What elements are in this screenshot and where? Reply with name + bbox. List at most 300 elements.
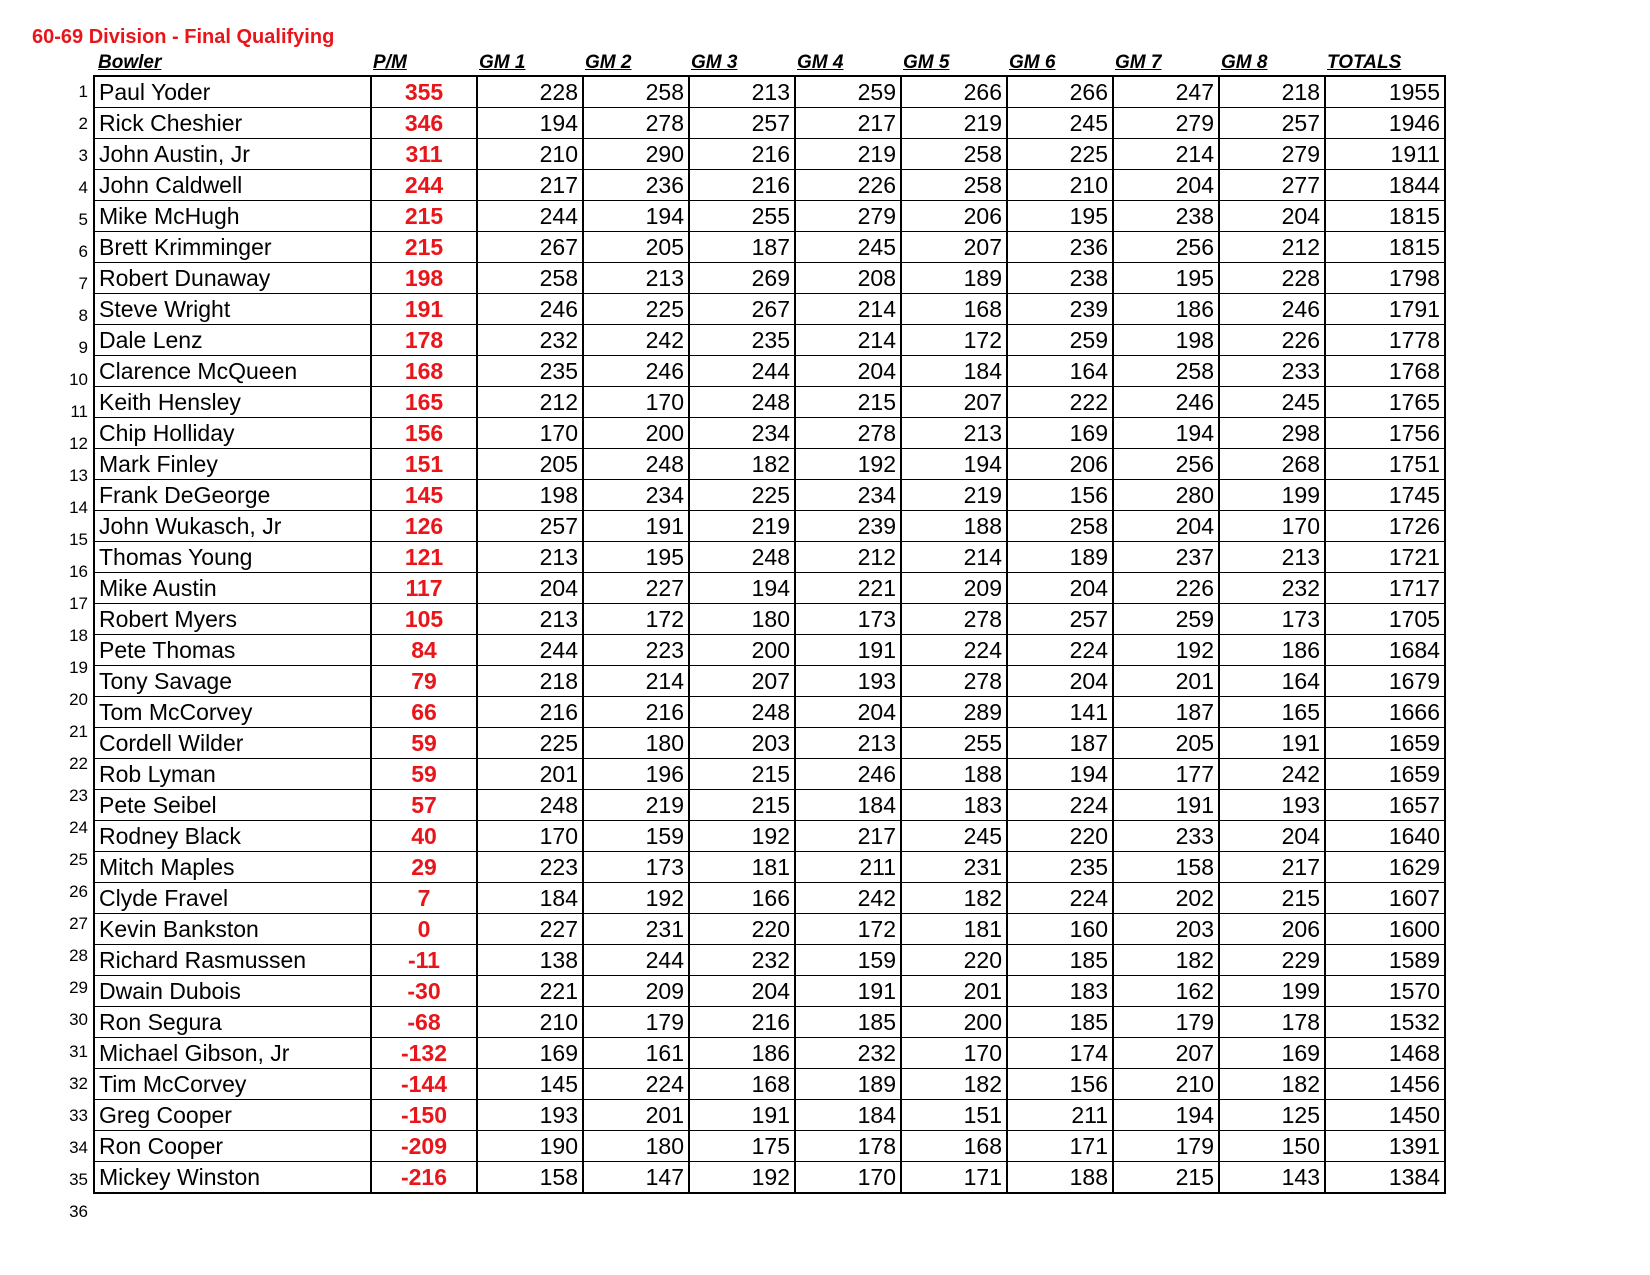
game-1-score: 193 [477,1100,583,1131]
bowler-name: Ron Segura [94,1007,371,1038]
plus-minus: 79 [371,666,477,697]
game-8-score: 213 [1219,542,1325,573]
game-2-score: 231 [583,914,689,945]
game-1-score: 218 [477,666,583,697]
bowler-name: Robert Dunaway [94,263,371,294]
game-3-score: 215 [689,790,795,821]
game-1-score: 194 [477,108,583,139]
game-7-score: 186 [1113,294,1219,325]
row-rank: 14 [69,498,88,517]
game-6-score: 204 [1007,666,1113,697]
game-8-score: 143 [1219,1162,1325,1194]
game-5-score: 213 [901,418,1007,449]
game-1-score: 244 [477,201,583,232]
game-2-score: 214 [583,666,689,697]
total-score: 1721 [1325,542,1445,573]
table-row [94,263,1445,294]
game-8-score: 228 [1219,263,1325,294]
game-1-score: 184 [477,883,583,914]
game-4-score: 172 [795,914,901,945]
game-3-score: 200 [689,635,795,666]
game-5-score: 209 [901,573,1007,604]
game-4-score: 159 [795,945,901,976]
bowler-name: Tim McCorvey [94,1069,371,1100]
game-7-score: 158 [1113,852,1219,883]
row-rank: 18 [69,626,88,645]
game-2-score: 244 [583,945,689,976]
game-7-score: 204 [1113,170,1219,201]
game-1-score: 232 [477,325,583,356]
game-3-score: 248 [689,387,795,418]
game-8-score: 169 [1219,1038,1325,1069]
game-2-score: 258 [583,76,689,108]
game-2-score: 196 [583,759,689,790]
game-8-score: 215 [1219,883,1325,914]
game-1-score: 170 [477,821,583,852]
table-row [94,945,1445,976]
bowler-name: Chip Holliday [94,418,371,449]
game-4-score: 239 [795,511,901,542]
game-3-score: 216 [689,1007,795,1038]
game-6-score: 189 [1007,542,1113,573]
total-score: 1456 [1325,1069,1445,1100]
game-1-score: 225 [477,728,583,759]
total-score: 1791 [1325,294,1445,325]
game-6-score: 222 [1007,387,1113,418]
game-7-score: 195 [1113,263,1219,294]
game-2-score: 205 [583,232,689,263]
plus-minus: 165 [371,387,477,418]
game-1-score: 210 [477,1007,583,1038]
game-4-score: 259 [795,76,901,108]
total-score: 1815 [1325,201,1445,232]
bowler-name: Dwain Dubois [94,976,371,1007]
game-7-score: 201 [1113,666,1219,697]
game-3-score: 180 [689,604,795,635]
game-1-score: 212 [477,387,583,418]
game-2-score: 242 [583,325,689,356]
game-2-score: 179 [583,1007,689,1038]
game-3-score: 194 [689,573,795,604]
game-5-score: 200 [901,1007,1007,1038]
game-1-score: 145 [477,1069,583,1100]
game-4-score: 242 [795,883,901,914]
table-row [94,108,1445,139]
game-7-score: 246 [1113,387,1219,418]
game-2-score: 180 [583,728,689,759]
game-3-score: 244 [689,356,795,387]
total-score: 1768 [1325,356,1445,387]
table-row [94,666,1445,697]
game-5-score: 231 [901,852,1007,883]
game-3-score: 232 [689,945,795,976]
game-7-score: 177 [1113,759,1219,790]
game-6-score: 210 [1007,170,1113,201]
game-2-score: 290 [583,139,689,170]
table-row [94,76,1445,108]
bowler-name: Frank DeGeorge [94,480,371,511]
game-6-score: 258 [1007,511,1113,542]
plus-minus: 168 [371,356,477,387]
table-row [94,480,1445,511]
game-8-score: 226 [1219,325,1325,356]
game-5-score: 207 [901,232,1007,263]
game-1-score: 257 [477,511,583,542]
bowler-name: Rick Cheshier [94,108,371,139]
game-2-score: 191 [583,511,689,542]
game-2-score: 195 [583,542,689,573]
bowler-name: Steve Wright [94,294,371,325]
game-6-score: 187 [1007,728,1113,759]
table-row [94,1162,1445,1194]
total-score: 1600 [1325,914,1445,945]
header-gm6: GM 6 [1009,52,1056,73]
header-bowler: Bowler [98,52,162,73]
game-3-score: 168 [689,1069,795,1100]
game-6-score: 245 [1007,108,1113,139]
plus-minus: 105 [371,604,477,635]
total-score: 1844 [1325,170,1445,201]
game-6-score: 224 [1007,635,1113,666]
game-7-score: 207 [1113,1038,1219,1069]
table-row [94,790,1445,821]
game-5-score: 289 [901,697,1007,728]
game-4-score: 193 [795,666,901,697]
total-score: 1745 [1325,480,1445,511]
game-5-score: 184 [901,356,1007,387]
game-6-score: 188 [1007,1162,1113,1194]
plus-minus: 59 [371,759,477,790]
standings-table [93,75,1446,1194]
game-1-score: 210 [477,139,583,170]
header-gm7: GM 7 [1115,52,1162,73]
game-5-score: 266 [901,76,1007,108]
bowler-name: Clarence McQueen [94,356,371,387]
game-7-score: 215 [1113,1162,1219,1194]
game-5-score: 168 [901,294,1007,325]
game-7-score: 279 [1113,108,1219,139]
plus-minus: -68 [371,1007,477,1038]
game-3-score: 187 [689,232,795,263]
game-6-score: 194 [1007,759,1113,790]
game-6-score: 225 [1007,139,1113,170]
game-8-score: 206 [1219,914,1325,945]
table-row [94,1131,1445,1162]
game-5-score: 183 [901,790,1007,821]
game-8-score: 246 [1219,294,1325,325]
game-4-score: 211 [795,852,901,883]
row-rank: 22 [69,754,88,773]
game-1-score: 228 [477,76,583,108]
game-6-score: 206 [1007,449,1113,480]
game-3-score: 234 [689,418,795,449]
row-rank: 30 [69,1010,88,1029]
game-2-score: 170 [583,387,689,418]
game-6-score: 185 [1007,1007,1113,1038]
game-1-score: 138 [477,945,583,976]
game-3-score: 267 [689,294,795,325]
table-row [94,1007,1445,1038]
total-score: 1468 [1325,1038,1445,1069]
game-8-score: 193 [1219,790,1325,821]
row-rank: 3 [78,146,88,165]
game-4-score: 191 [795,976,901,1007]
game-3-score: 175 [689,1131,795,1162]
bowler-name: Rob Lyman [94,759,371,790]
table-row [94,511,1445,542]
total-score: 1798 [1325,263,1445,294]
row-rank: 26 [69,882,88,901]
game-6-score: 211 [1007,1100,1113,1131]
game-1-score: 205 [477,449,583,480]
game-7-score: 162 [1113,976,1219,1007]
game-5-score: 201 [901,976,1007,1007]
game-5-score: 278 [901,604,1007,635]
table-row [94,883,1445,914]
plus-minus: 0 [371,914,477,945]
table-row [94,604,1445,635]
table-row [94,418,1445,449]
game-7-score: 214 [1113,139,1219,170]
game-1-score: 169 [477,1038,583,1069]
plus-minus: 117 [371,573,477,604]
header-pm: P/M [373,52,407,73]
game-2-score: 200 [583,418,689,449]
game-5-score: 206 [901,201,1007,232]
row-rank: 19 [69,658,88,677]
game-7-score: 194 [1113,418,1219,449]
game-6-score: 174 [1007,1038,1113,1069]
bowler-name: Brett Krimminger [94,232,371,263]
bowler-name: Mike Austin [94,573,371,604]
game-7-score: 194 [1113,1100,1219,1131]
plus-minus: -132 [371,1038,477,1069]
total-score: 1659 [1325,728,1445,759]
game-7-score: 259 [1113,604,1219,635]
game-7-score: 187 [1113,697,1219,728]
game-6-score: 156 [1007,480,1113,511]
bowler-name: Pete Seibel [94,790,371,821]
page-title: 60-69 Division - Final Qualifying [32,26,335,48]
game-2-score: 161 [583,1038,689,1069]
row-rank: 31 [69,1042,88,1061]
game-3-score: 203 [689,728,795,759]
game-2-score: 246 [583,356,689,387]
game-4-score: 185 [795,1007,901,1038]
game-3-score: 181 [689,852,795,883]
bowler-name: Paul Yoder [94,76,371,108]
game-6-score: 266 [1007,76,1113,108]
game-6-score: 204 [1007,573,1113,604]
total-score: 1684 [1325,635,1445,666]
row-rank: 5 [78,210,88,229]
table-row [94,201,1445,232]
game-2-score: 194 [583,201,689,232]
row-rank: 23 [69,786,88,805]
game-2-score: 248 [583,449,689,480]
game-6-score: 220 [1007,821,1113,852]
plus-minus: 346 [371,108,477,139]
bowler-name: Michael Gibson, Jr [94,1038,371,1069]
game-1-score: 221 [477,976,583,1007]
game-3-score: 257 [689,108,795,139]
row-rank: 1 [78,82,88,101]
row-rank: 7 [78,274,88,293]
game-5-score: 255 [901,728,1007,759]
game-4-score: 214 [795,294,901,325]
row-rank: 29 [69,978,88,997]
game-5-score: 151 [901,1100,1007,1131]
game-6-score: 257 [1007,604,1113,635]
game-1-score: 190 [477,1131,583,1162]
game-3-score: 216 [689,139,795,170]
bowler-name: Mickey Winston [94,1162,371,1194]
total-score: 1717 [1325,573,1445,604]
game-8-score: 298 [1219,418,1325,449]
bowler-name: Mike McHugh [94,201,371,232]
game-8-score: 199 [1219,976,1325,1007]
game-4-score: 173 [795,604,901,635]
table-row [94,728,1445,759]
game-6-score: 171 [1007,1131,1113,1162]
total-score: 1726 [1325,511,1445,542]
game-3-score: 235 [689,325,795,356]
row-rank: 28 [69,946,88,965]
game-7-score: 191 [1113,790,1219,821]
row-rank: 8 [78,306,88,325]
game-5-score: 182 [901,883,1007,914]
total-score: 1705 [1325,604,1445,635]
row-rank: 13 [69,466,88,485]
game-1-score: 248 [477,790,583,821]
game-3-score: 191 [689,1100,795,1131]
plus-minus: -216 [371,1162,477,1194]
game-1-score: 217 [477,170,583,201]
row-rank: 11 [70,402,88,421]
game-6-score: 183 [1007,976,1113,1007]
plus-minus: 311 [371,139,477,170]
game-8-score: 204 [1219,201,1325,232]
bowler-name: Cordell Wilder [94,728,371,759]
game-6-score: 160 [1007,914,1113,945]
game-3-score: 204 [689,976,795,1007]
game-6-score: 164 [1007,356,1113,387]
plus-minus: -30 [371,976,477,1007]
table-row [94,387,1445,418]
table-row [94,976,1445,1007]
game-5-score: 188 [901,759,1007,790]
plus-minus: 355 [371,76,477,108]
total-score: 1666 [1325,697,1445,728]
game-5-score: 189 [901,263,1007,294]
game-2-score: 234 [583,480,689,511]
game-7-score: 210 [1113,1069,1219,1100]
game-3-score: 220 [689,914,795,945]
game-4-score: 213 [795,728,901,759]
game-8-score: 279 [1219,139,1325,170]
game-3-score: 215 [689,759,795,790]
game-4-score: 232 [795,1038,901,1069]
game-3-score: 225 [689,480,795,511]
game-5-score: 224 [901,635,1007,666]
plus-minus: 29 [371,852,477,883]
game-1-score: 246 [477,294,583,325]
game-4-score: 208 [795,263,901,294]
game-8-score: 182 [1219,1069,1325,1100]
game-5-score: 171 [901,1162,1007,1194]
game-5-score: 170 [901,1038,1007,1069]
game-6-score: 141 [1007,697,1113,728]
game-1-score: 235 [477,356,583,387]
game-2-score: 223 [583,635,689,666]
game-3-score: 182 [689,449,795,480]
row-rank: 35 [69,1170,88,1189]
bowler-name: Rodney Black [94,821,371,852]
game-5-score: 181 [901,914,1007,945]
table-row [94,759,1445,790]
game-6-score: 259 [1007,325,1113,356]
row-rank: 27 [69,914,88,933]
game-3-score: 248 [689,542,795,573]
total-score: 1629 [1325,852,1445,883]
column-headers [0,52,1500,76]
bowler-name: John Austin, Jr [94,139,371,170]
table-row [94,449,1445,480]
table-row [94,635,1445,666]
game-3-score: 186 [689,1038,795,1069]
bowler-name: Tony Savage [94,666,371,697]
plus-minus: 215 [371,201,477,232]
game-8-score: 199 [1219,480,1325,511]
row-rank: 20 [69,690,88,709]
game-4-score: 221 [795,573,901,604]
total-score: 1391 [1325,1131,1445,1162]
table-row [94,1038,1445,1069]
plus-minus: 215 [371,232,477,263]
game-3-score: 269 [689,263,795,294]
game-8-score: 170 [1219,511,1325,542]
game-5-score: 207 [901,387,1007,418]
game-8-score: 233 [1219,356,1325,387]
game-8-score: 242 [1219,759,1325,790]
plus-minus: 178 [371,325,477,356]
game-7-score: 258 [1113,356,1219,387]
row-rank: 4 [78,178,88,197]
plus-minus: 121 [371,542,477,573]
header-gm8: GM 8 [1221,52,1268,73]
game-4-score: 219 [795,139,901,170]
row-rank: 6 [78,242,88,261]
plus-minus: 7 [371,883,477,914]
row-rank: 33 [69,1106,88,1125]
game-2-score: 209 [583,976,689,1007]
game-7-score: 205 [1113,728,1219,759]
game-5-score: 172 [901,325,1007,356]
game-4-score: 191 [795,635,901,666]
game-8-score: 268 [1219,449,1325,480]
game-8-score: 277 [1219,170,1325,201]
game-7-score: 203 [1113,914,1219,945]
total-score: 1679 [1325,666,1445,697]
table-row [94,356,1445,387]
game-4-score: 178 [795,1131,901,1162]
game-7-score: 256 [1113,232,1219,263]
header-gm5: GM 5 [903,52,950,73]
bowler-name: Thomas Young [94,542,371,573]
game-2-score: 219 [583,790,689,821]
game-4-score: 226 [795,170,901,201]
game-4-score: 189 [795,1069,901,1100]
